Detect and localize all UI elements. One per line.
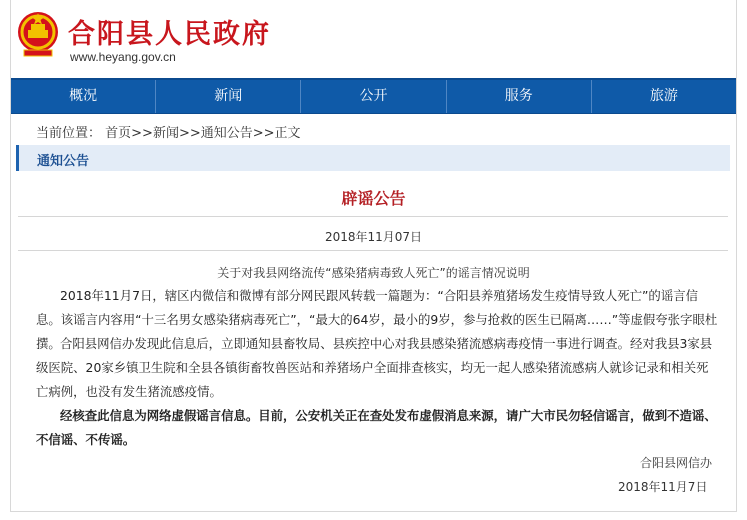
breadcrumb-label: 当前位置：	[36, 126, 102, 141]
article-paragraph: 合阳县网信办发现此信息后，立即通知县畜牧局、县疾控中心对我县感染猪流感病毒疫情一事进行调查。经对我县3家县级医院、20家乡镇卫生院和全县各镇街畜牧兽医站和养猪场户全面排查核实，均无一起人感染猪流感病人就诊记录和相关死亡病例，也没有发生猪流感疫情。	[36, 336, 713, 399]
nav-item-public[interactable]: 公开	[301, 80, 446, 113]
nav-item-news[interactable]: 新闻	[156, 80, 301, 113]
national-emblem-icon[interactable]	[16, 8, 60, 60]
article-title: 辟谣公告	[341, 189, 406, 208]
breadcrumb-path[interactable]: 首页>>新闻>>通知公告>>正文	[105, 126, 301, 141]
site-url: www.heyang.gov.cn	[70, 50, 176, 64]
site-title[interactable]: 合阳县人民政府	[68, 19, 271, 50]
nav-item-service[interactable]: 服务	[447, 80, 592, 113]
article-paragraph: 2018年11月7日，辖区内微信和微博有部分网民跟风转载一篇题为：“合阳县养殖猪场发生疫情导致人死亡”的谣言信息。该谣言内容用“十三名男女感染猪病毒死亡”，“最大的64岁，最小的9岁，参与抢救的医生已隔离……”等虚假夸张字眼杜撰。	[36, 288, 718, 351]
section-header	[16, 145, 730, 171]
breadcrumb	[36, 122, 301, 141]
article-subtitle: 关于对我县网络流传“感染猪病毒致人死亡”的谣言情况说明	[217, 266, 530, 280]
article-date: 2018年11月07日	[324, 230, 423, 244]
article-sign-date: 2018年11月7日	[618, 480, 708, 494]
main-nav	[11, 78, 736, 114]
section-title: 通知公告	[37, 154, 90, 169]
site-header	[10, 6, 737, 72]
article-paragraph-bold: 经核查此信息为网络虚假谣言信息。目前，公安机关正在查处发布虚假消息来源，请广大市民勿轻信谣言，做到不造谣、不信谣、不传谣。	[36, 408, 717, 447]
date-divider	[18, 250, 728, 251]
title-divider	[18, 216, 728, 217]
article-signature: 合阳县网信办	[640, 456, 713, 470]
nav-item-tourism[interactable]: 旅游	[649, 88, 678, 104]
nav-item-overview[interactable]: 概况	[11, 80, 156, 113]
